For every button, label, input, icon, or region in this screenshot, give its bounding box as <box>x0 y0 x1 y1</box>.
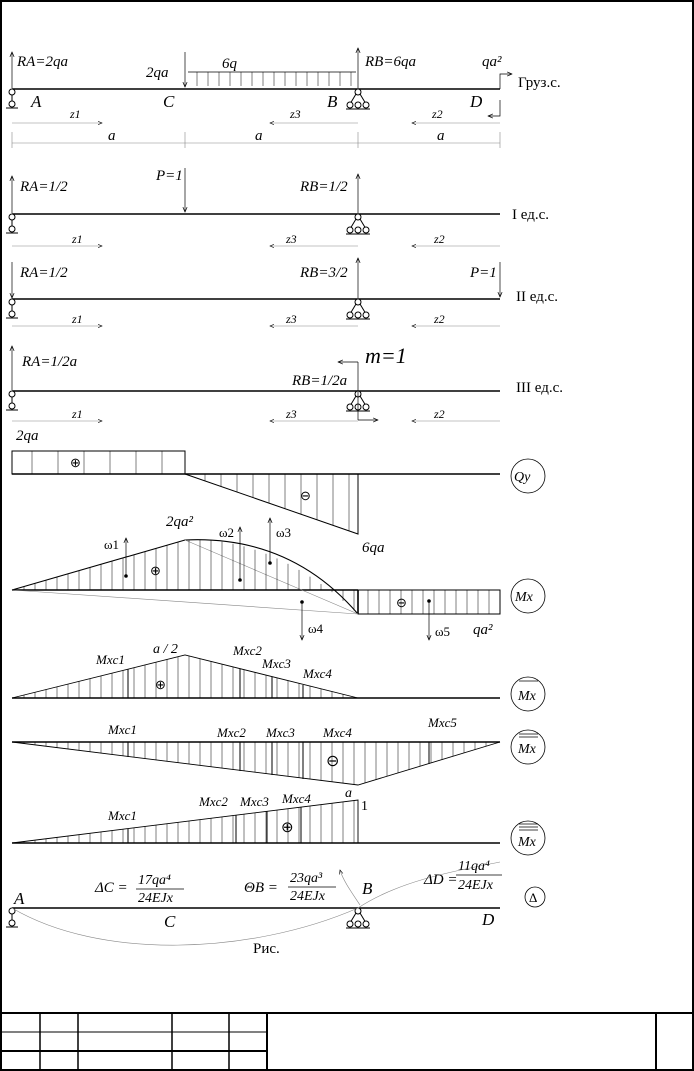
unit2-reaction-a: RA=1/2 <box>20 265 68 281</box>
unit3-reaction-b: RB=1/2a <box>292 373 348 389</box>
unit2-mxc3: Mxc3 <box>266 725 295 740</box>
svg-text:z2: z2 <box>434 232 445 246</box>
distributed-load-arrows <box>197 72 351 86</box>
z1-label: z1 <box>70 107 81 121</box>
bending-moment-diagram <box>12 514 545 640</box>
delta-d-numerator: 11qa⁴ <box>458 859 490 874</box>
z3-label: z3 <box>290 107 301 121</box>
omega-5: ω5 <box>435 624 451 639</box>
delta-c-lhs: ΔC = <box>95 880 128 896</box>
unit3-plus-sign: ⊕ <box>281 820 294 836</box>
unit-state-3-diagram <box>6 343 563 421</box>
unit2-title: II ед.с. <box>516 289 558 305</box>
omega-4: ω4 <box>308 621 324 636</box>
shear-hatch-negative <box>205 474 349 531</box>
sheet-border <box>1 1 693 1070</box>
deflection-diagram <box>6 859 545 945</box>
unit2-mxc2: Mxc2 <box>217 725 246 740</box>
delta-d-denominator: 24EJx <box>458 878 493 893</box>
pin-support-icon <box>6 908 18 927</box>
unit1-mxc3: Mxc3 <box>262 656 291 671</box>
omega-1: ω1 <box>104 537 120 552</box>
defl-point-c: C <box>164 912 176 931</box>
theta-b-lhs: ΘB = <box>244 880 278 896</box>
unit2-diagram-label: Mx <box>518 742 536 757</box>
figure-caption: Рис. <box>253 941 280 957</box>
moment-hatch <box>24 540 489 614</box>
unit1-title: I ед.с. <box>512 207 549 223</box>
unit2-force: P=1 <box>470 265 497 281</box>
unit3-mxc2: Mxc2 <box>199 794 228 809</box>
moment-arrow-bottom <box>488 100 500 116</box>
delta-d-lhs: ΔD = <box>424 872 458 888</box>
unit2-value: a <box>345 786 352 801</box>
span-a-label-3: a <box>437 128 445 144</box>
defl-point-a: A <box>14 889 25 908</box>
svg-text:z1: z1 <box>72 407 83 421</box>
svg-text:z1: z1 <box>72 232 83 246</box>
unit-moment-diagram-3 <box>12 791 545 855</box>
svg-text:z3: z3 <box>286 232 297 246</box>
svg-text:z3: z3 <box>286 312 297 326</box>
shear-left-value: 2qa <box>16 428 39 444</box>
shear-right-value: 6qa <box>362 540 385 556</box>
roller-support-icon <box>346 89 370 109</box>
unit2-mxc4: Mxc4 <box>323 725 352 740</box>
force-label: 2qa <box>146 65 169 81</box>
unit3-reaction-a: RA=1/2a <box>22 354 78 370</box>
delta-c-denominator: 24EJx <box>138 891 173 906</box>
point-b-label: B <box>327 92 338 111</box>
unit2-reaction-b: RB=3/2 <box>300 265 348 281</box>
unit3-title: III ед.с. <box>516 380 563 396</box>
unit1-peak-value: a / 2 <box>153 642 178 657</box>
roller-support-icon <box>346 908 370 928</box>
unit1-diagram-label: Mx <box>518 689 536 704</box>
unit2-mxc5: Mxc5 <box>428 715 457 730</box>
unit3-mxc3: Mxc3 <box>240 794 269 809</box>
title-block <box>1 1013 693 1070</box>
roller-support-icon <box>346 299 370 319</box>
load-case-diagram <box>6 48 561 148</box>
pin-support-icon <box>6 214 18 233</box>
unit-state-2-diagram <box>6 258 558 326</box>
unit3-diagram-label: Mx <box>518 835 536 850</box>
unit1-plus-sign: ⊕ <box>155 677 166 692</box>
unit2-mxc1: Mxc1 <box>108 722 137 737</box>
load-case-title: Груз.с. <box>518 75 561 91</box>
shear-minus-sign: ⊖ <box>300 488 311 503</box>
distributed-load-label: 6q <box>222 56 237 72</box>
svg-text:z1: z1 <box>72 312 83 326</box>
shear-plus-sign: ⊕ <box>70 455 81 470</box>
unit1-reaction-b: RB=1/2 <box>300 179 348 195</box>
pin-support-icon <box>6 89 18 108</box>
point-d-label: D <box>470 92 483 111</box>
pin-support-icon <box>6 299 18 318</box>
z2-label: z2 <box>432 107 443 121</box>
defl-point-d: D <box>482 910 495 929</box>
unit3-value: 1 <box>361 799 368 814</box>
moment-minus-sign: ⊖ <box>396 595 407 610</box>
unit2-minus-sign: ⊖ <box>326 753 340 770</box>
moment-peak-value: 2qa² <box>166 514 193 530</box>
theta-b-numerator: 23qa³ <box>290 871 323 886</box>
svg-text:z2: z2 <box>434 407 445 421</box>
span-a-label-1: a <box>108 128 116 144</box>
reaction-b-label: RB=6qa <box>365 54 416 70</box>
unit-moment-diagram-2 <box>12 715 545 801</box>
unit1-mxc1: Mxc1 <box>96 652 125 667</box>
unit3-mxc4: Mxc4 <box>282 791 311 806</box>
omega-2: ω2 <box>219 525 235 540</box>
point-a-label: A <box>31 92 42 111</box>
unit1-reaction-a: RA=1/2 <box>20 179 68 195</box>
theta-b-denominator: 24EJx <box>290 889 325 904</box>
reaction-a-label: RA=2qa <box>17 54 68 70</box>
moment-negative-value: qa² <box>473 622 493 638</box>
delta-c-numerator: 17qa⁴ <box>138 873 171 888</box>
shear-diagram-label: Qy <box>514 470 531 485</box>
unit1-force: P=1 <box>156 168 183 184</box>
unit-state-1-diagram <box>6 168 549 246</box>
span-a-label-2: a <box>255 128 263 144</box>
unit1-mxc2: Mxc2 <box>233 643 262 658</box>
unit-moment-diagram-1 <box>12 642 545 711</box>
shear-hatch-positive <box>32 451 162 474</box>
moment-diagram-label: Mx <box>515 590 533 605</box>
unit1-mxc4: Mxc4 <box>303 666 332 681</box>
point-c-label: C <box>163 92 175 111</box>
pin-support-icon <box>6 391 18 410</box>
unit3-mxc1: Mxc1 <box>108 808 137 823</box>
svg-text:z2: z2 <box>434 312 445 326</box>
svg-text:z3: z3 <box>286 407 297 421</box>
unit2-moment-hatch <box>24 742 497 785</box>
deflection-diagram-label: Δ <box>529 890 538 905</box>
moment-arrow-top <box>500 74 512 89</box>
omega-3: ω3 <box>276 525 292 540</box>
moment-label: qa² <box>482 54 502 70</box>
roller-support-icon <box>346 214 370 234</box>
moment-plus-sign: ⊕ <box>150 563 161 578</box>
defl-point-b: B <box>362 879 373 898</box>
unit3-moment: m=1 <box>365 343 407 368</box>
